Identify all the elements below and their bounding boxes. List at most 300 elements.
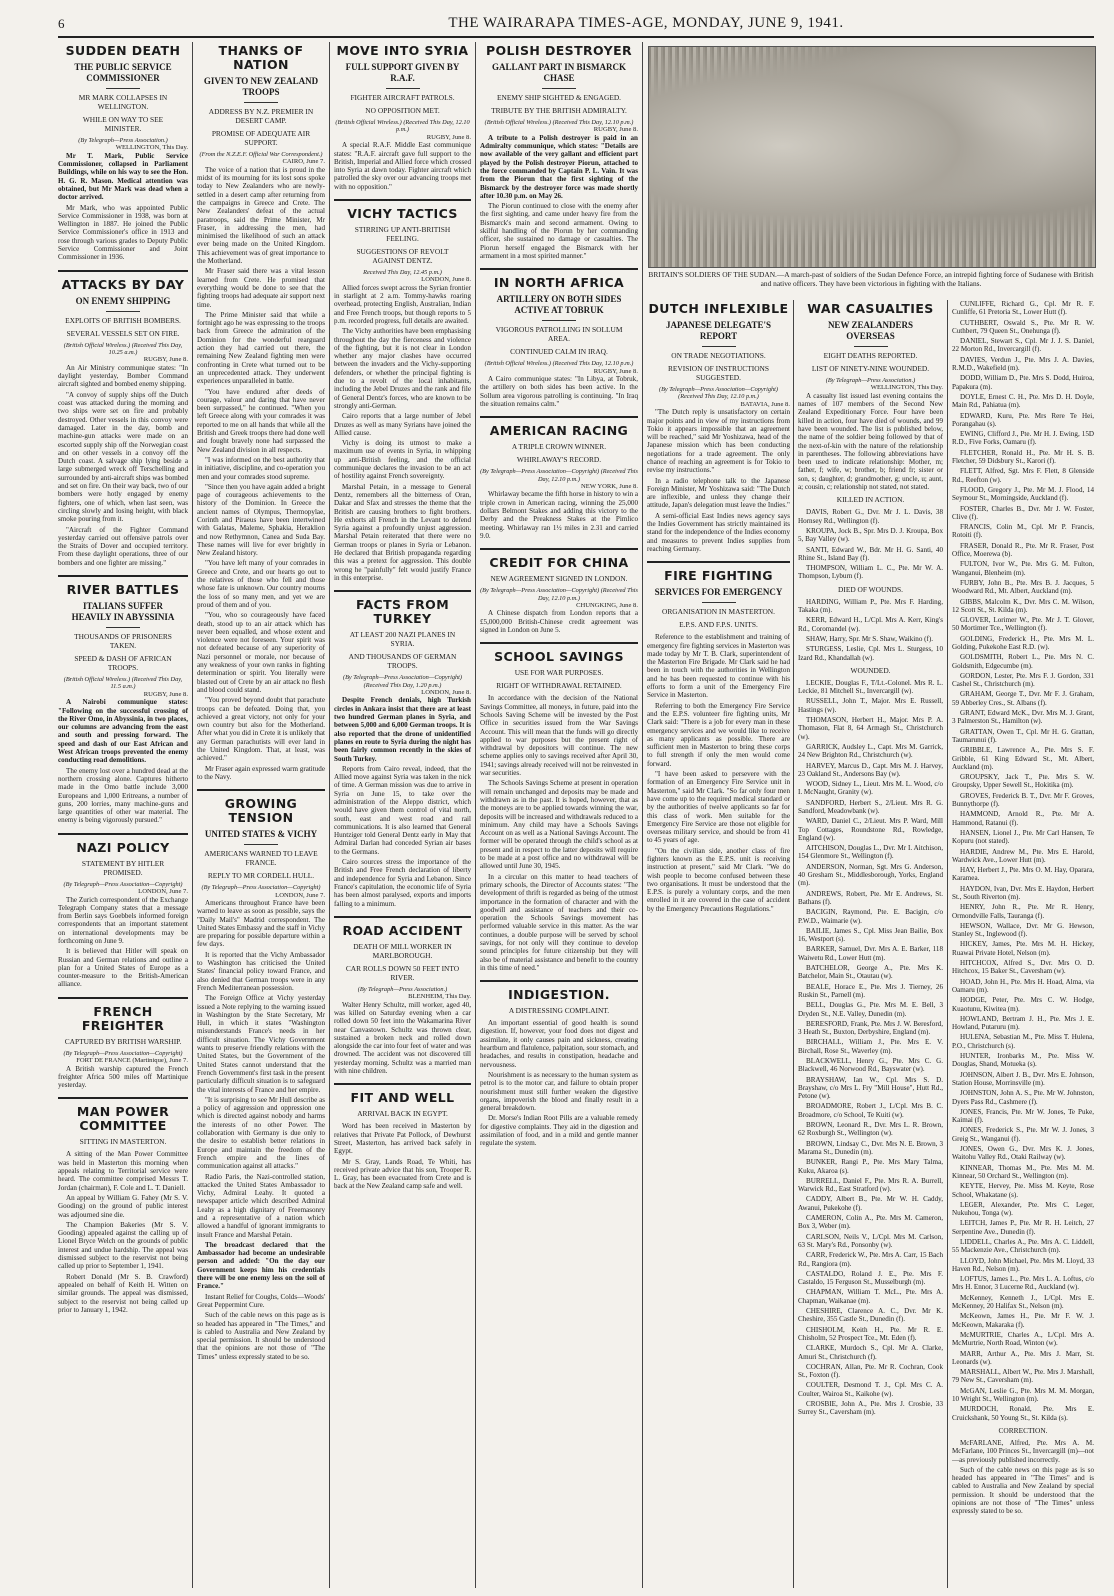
list-item: GRAHAM, George T., Dvr. Mr F. J. Graham, 59 Abberley Cres., St. Albans (f). [952, 690, 1094, 707]
paragraph: The Vichy authorities have been emphasising throughout the day the fierceness and violence of the fighting, but it is not clear in London whether any major clashes have occurred between the invaders and the Vichy-supporting defenders, or whether the principal fighting is due to a revolt of the local inhabitants, including the Jebel Druzes and the rank and file of General Dentz's forces, who are known to be strongly anti-German. [334, 327, 471, 410]
list-item: HOAD, John H., Pte. Mrs H. Hoad, Alma, via Oamaru (m). [952, 977, 1094, 994]
list-item: McKenney, Kenneth J., L/Cpl. Mrs E. McKenney, 20 Halifax St., Nelson (m). [952, 1293, 1094, 1311]
subheading: VIGOROUS PATROLLING IN SOLLUM AREA. [495, 325, 623, 344]
list-item: McGAN, Leslie G., Pte. Mrs M. M. Morgan, 10 Wright St., Wellington (m). [952, 1386, 1094, 1404]
list-item: BRAYSHAW, Ian W., Cpl. Mrs S. D. Brayshaw, c/o Mrs L. Fry "Mill House", Hutt Rd., Petone (w). [798, 1075, 943, 1101]
paragraph: Mr Fraser said there was a vital lesson learned from Crete. He promised that everything would be done to see that the fighting troops had adequate air support next time. [197, 267, 325, 309]
list-item: HAMMOND, Arnold R., Pte. Mr A. Hammond, Ratanui (f). [952, 810, 1094, 827]
column-7 [952, 300, 1094, 1588]
subheading: CAR ROLLS DOWN 50 FEET INTO RIVER. [345, 963, 460, 982]
list-item: FRANCIS, Colin M., Cpl. Mr P. Francis, Rotoiti (f). [952, 523, 1094, 540]
paragraph: "A convoy of supply ships off the Dutch coast was attacked during the morning and two ships were set on fire and probably destroyed. Other vessels in this convoy were damaged. Later in the day, bomb and machine-gun attacks were made on an escorted supply ship off the Norwegian coast and on other vessels in a convoy off the Dutch coast. A salvage ship lying beside a large submerged wreck off Terschelling and surrounded by anti-aircraft ships was bombed and set on fire. On their way back, two of our bombers were hotly engaged by enemy fighters, one of which, when last seen, was circling slowly and losing height, with black smoke pouring from it. [58, 390, 188, 524]
dateline: RUGBY, June 8. [143, 356, 188, 364]
paragraph: "It is surprising to see Mr Hull describe as a policy of aggression and oppression one which is directed against nobody and harms the interests of no other Power. The collaboration with Germany is due only to the desire to establish better relations in Europe and maintain the freedom of the French empire and the lines of communication against all attacks." [197, 1095, 325, 1171]
article-in-north-africa [480, 268, 638, 408]
paragraph: It is believed that Hitler will speak on Russian and German relations and outline a plan for a United States of Europe as a counter-measure to the British-American alliance. [58, 947, 188, 989]
paragraph: An Air Ministry communique states: "In daylight yesterday, Bomber Command aircraft sighted and bombed enemy shipping. [58, 363, 188, 389]
subheading: LIST OF NINETY-NINE WOUNDED. [811, 364, 930, 373]
subheading: NEW AGREEMENT SIGNED IN LONDON. [490, 574, 628, 584]
headline: FIT AND WELL [334, 1083, 471, 1105]
headline: FACTS FROM TURKEY [334, 590, 471, 626]
headline: FRENCH FREIGHTER [58, 997, 188, 1033]
paragraph: Walter Henry Schultz, mill worker, aged 40, was killed on Saturday evening when a car rolled down 50 feet into the Wakamarina River near Canvastown. Schultz was thrown clear, sustained a broken neck and rolled down alongside the car into four feet of water and was drowned. The accident was not discovered till yesterday morning. Schultz was a married man with nine children. [334, 1000, 471, 1076]
credit-line: (By Telegraph—Press Association—Copyright) (Received This Day, 1.20 p.m.) [342, 674, 463, 689]
list-item: MURDOCH, Ronald, Pte. Mrs E. Cruickshank, 50 Young St., St. Kilda (s). [952, 1405, 1094, 1422]
list-item: BARKER, Samuel, Dvr. Mrs A. E. Barker, 118 Waiwetu Rd., Lower Hutt (m). [798, 945, 943, 962]
list-item: KROUPA, Jock B., Spr. Mrs D. J. Kroupa, Box 5, Bay Valley (w). [798, 526, 943, 544]
list-item: DANIEL, Stewart S., Cpl. Mr J. J. S. Daniel, 22 Morton Rd., Invercargill (f). [952, 337, 1094, 354]
list-item: KINNEAR, Thomas M., Pte. Mrs M. M. Kinnear, 50 Orchard St., Wellington (m). [952, 1163, 1094, 1180]
dateline: NEW YORK, June 8. [581, 483, 638, 491]
article-dutch-inflexible [647, 300, 790, 553]
list-item: HODGE, Peter, Pte. Mrs C. W. Hodge, Kuaotunu, Kiwitea (m). [952, 996, 1094, 1013]
list-item: BEALE, Horace E., Pte. Mrs J. Tierney, 26 Ruskin St., Parnell (m). [798, 982, 943, 999]
paragraph: Reports from Cairo reveal, indeed, that the Allied move against Syria was taken in the nick of time. A German mission was due to arrive in Syria on June 15, to take over the administration of the Aleppo district, which would have given them control of vital north, south, east and west road and rail communications. It is also learned that General Huntziger told General Dentz early in May that Admiral Darlan had conceded Syrian air bases to the Germans. [334, 764, 471, 856]
column-rule [192, 42, 193, 1588]
list-item: BLACKWELL, Henry G., Pte. Mrs C. G. Blackwell, 46 Norwood Rd., Bayswater (w). [798, 1057, 943, 1074]
list-item: LECKIE, Douglas F., T/Lt.-Colonel. Mrs R. L. Leckie, 81 Mitchell St., Invercargill (w). [798, 678, 943, 696]
paragraph: Mr Mark, who was appointed Public Service Commissioner in 1938, was born at Wellington in 1887. He joined the Public Service Commissioner's office in 1913 and rose through various grades to Deputy Public Service Commissioner and Joint Commissioner in 1936. [58, 203, 188, 262]
page-number: 6 [58, 16, 65, 31]
article-thanks-of-nation [197, 42, 325, 781]
article-indigestion [480, 980, 638, 1147]
paragraph: In a circular on this matter to head teachers of primary schools, the Director of Accounts states: "The development of thrift is regarded as being of the utmost importance in the formation of character and with the goodwill and assistance of teachers and their co-operation the Schools Savings movement has performed valuable service in this matter. As the war continues, a double purpose will be served by school savings, for not only will they continue to develop sound principles for future citizenship but they will also be of material assistance and benefit to the country in this time of need." [480, 872, 638, 972]
dateline: RUGBY, June 8. [143, 690, 188, 698]
dateline: WELLINGTON, This Day. [115, 144, 188, 152]
paragraph: Referring to both the Emergency Fire Service and the E.P.S. volunteer fire fighting units, Mr Clark said: "There is a job for every man in these emergency services and we would like to receive as many applicants as possible. There are sufficient men in Masterton to bring these corps to full strength if only the men would come forward. [647, 701, 790, 768]
list-item: CADDY, Albert B., Pte. Mr W. H. Caddy, Awanui, Pukekohe (f). [798, 1195, 943, 1212]
paragraph: "You have endured after deeds of courage, valour and daring that have never been surpassed," he continued. "When you left Greece along with your comrades it was reported to me on all hands that while all the British and Greek troops there had done well and fought bravely none had surpassed the New Zealand division in all respects. [197, 387, 325, 454]
subheading: WHILE ON WAY TO SEE MINISTER. [82, 115, 164, 133]
paragraph: "You proved beyond doubt that parachute troops can be defeated. Doing that, you achieved a great victory, not only for your own country but also for the Motherland. After what you did in Crete it is unlikely that any German parachutists will ever land in the United Kingdom. That, at least, was achieved." [197, 696, 325, 763]
paragraph: A Cairo communique states: "In Libya, at Tobruk, the artillery on both sides has been active. In the Sollum area vigorous patrolling is continuing. "In Iraq the situation remains calm." [480, 375, 638, 408]
list-item: HARVEY, Marcus D., Capt. Mrs M. J. Harvey, 23 Oakland St., Andersons Bay (w). [798, 761, 943, 778]
paragraph: Despite French denials, high Turkish circles in Ankara insist that there are at least two hundred German planes in Syria, and between 5,000 and 6,000 German troops. It is also reported that the drone of unidentified planes en route to Syria during the night has been fairly common recently in the skies of South Turkey. [334, 696, 471, 763]
subheading: CAPTURED BY BRITISH WARSHIP. [64, 1036, 182, 1046]
footnote: Such of the cable news on this page as is so headed has appeared in "The Times," and is cabled to Australia and New Zealand by special permission. It should be understood that the opinions are not those of "The Times" unless expressly stated to be so. [197, 1311, 325, 1361]
list-item: FURBY, John B., Pte. Mrs B. J. Jacques, 5 Woodward Rd., Mt. Albert, Auckland (m). [952, 578, 1094, 596]
paragraph: The enemy lost over a hundred dead at the northern crossing alone. Captures hitherto made in the Omo battle include 3,000 Europeans and 1,000 Eritreans, a number of guns, 200 lorries, many machine-guns and large quantities of other war material. The enemy is being vigorously pursued." [58, 766, 188, 825]
subheading: USE FOR WAR PURPOSES. [514, 668, 604, 678]
article-river-battles [58, 575, 188, 825]
credit-line: (By Telegraph—Press Association.) [357, 985, 448, 993]
headline: POLISH DESTROYER [485, 43, 633, 58]
subheading: NO OPPOSITION MET. [365, 106, 440, 115]
divider [244, 844, 278, 845]
paragraph: Nourishment is as necessary to the human system as petrol is to the motor car, and failure to obtain proper nourishment must still further weaken the digestive organs, impoverish the blood and finally result in a general breakdown. [480, 1070, 638, 1113]
credit-line: (By Telegraph—Press Association—Copyright) [63, 880, 183, 888]
list-item: JOHNSTON, John A. S., Pte. Mr W. Johnston, Dyers Pass Rd., Cashmere (f). [952, 1089, 1094, 1106]
headline: VICHY TACTICS [334, 199, 471, 221]
subheading: STIRRING UP ANTI-BRITISH FEELING. [354, 225, 451, 243]
paragraph: The Schools Savings Scheme at present in operation will remain unchanged and deposits may be made and withdrawn as in the past. It is hoped, however, that as the moneys are to be applied towards winning the war, deposits will be increased and withdrawals reduced to a minimum. Any child may have a Schools Savings Account on as well as a National Savings Account. The former will be operated through the child's school as at present and in respect to the latter deposits will require to be made at a post office and no withdrawal will be allowed until June 30, 1945. [480, 779, 638, 871]
column-rule [947, 300, 948, 1588]
paragraph: Radio Paris, the Nazi-controlled station, attacked the United States Ambassador to Vichy, Admiral Leahy. It quoted a newspaper article which described Admiral Leahy as a high dignitary of Freemasonry and a representative of a nation which allowed a handful of ignorant immigrants to insult France and Marshal Petain. [197, 1172, 325, 1239]
paragraph: Dr. Morse's Indian Root Pills are a valuable remedy for digestive complaints. They aid in the digestion and assimilation of food, and in a mild and gentle manner regulate the system. [480, 1114, 638, 1148]
list-item: GROVES, Frederick B. T., Dvr. Mr F. Groves, Bunnythorpe (f). [952, 791, 1094, 809]
dateline: RUGBY, June 8. [426, 133, 471, 141]
subheading: TRIBUTE BY THE BRITISH ADMIRALTY. [491, 106, 627, 115]
credit-line: (British Official Wireless.) (Received This Day, 12.10 p.m.) [484, 360, 634, 368]
list-item: HOWLAND, Bertram J. H., Pte. Mrs J. E. Howland, Putaruru (m). [952, 1014, 1094, 1032]
divider [106, 627, 140, 628]
list-item: GRANT, Edward McK., Dvr. Mrs M. J. Grant, 3 Palmerston St., Hamilton (w). [952, 709, 1094, 726]
list-item: KEYTE, Hervey, Pte. Miss M. Keyte, Rose School, Whakatane (s). [952, 1182, 1094, 1199]
dateline: RUGBY, June 8. [593, 367, 638, 375]
list-item: FLETCHER, Ronald H., Pte. Mr H. S. B. Fletcher, 59 Didsbury St., Karori (f). [952, 448, 1094, 466]
paragraph: It is reported that the Vichy Ambassador to Washington has criticised the United States' financial policy toward France, and also denied that German troops were in any French Mediterranean possession. [197, 950, 325, 992]
column-rule [329, 42, 330, 1588]
subheading: RIGHT OF WITHDRAWAL RETAINED. [496, 681, 622, 691]
list-item: HAYDON, Ivan, Dvr. Mrs E. Haydon, Herbert St., South Riverton (m). [952, 884, 1094, 901]
list-item: LEITCH, James P., Pte. Mr R. H. Leitch, 27 Serpentine Ave., Dunedin (f). [952, 1219, 1094, 1236]
list-item: FLOOD, Gregory J., Pte. Mr M. J. Flood, 14 Seymour St., Morningside, Auckland (f). [952, 485, 1094, 503]
list-item: CHISHOLM, Keith H., Pte. Mr R. E. Chisholm, 52 Prospect Tce., Mt. Eden (f). [798, 1325, 943, 1342]
dateline: LONDON, June 8. [421, 276, 471, 284]
subheading: WHIRLAWAY'S RECORD. [516, 455, 602, 465]
dateline: LONDON, June 7. [138, 888, 188, 896]
headline: SUDDEN DEATH [65, 43, 181, 58]
article-sudden-death [58, 42, 188, 262]
list-item: HULENA, Sebastian M., Pte. Miss T. Hulena, P.O., Christchurch (s). [952, 1033, 1094, 1050]
subheading: ENEMY SHIP SIGHTED & ENGAGED. [496, 93, 622, 102]
column-6 [798, 300, 943, 1588]
subheading: SITTING IN MASTERTON. [79, 1137, 167, 1147]
list-item: BROADMORE, Robert J., L/Cpl. Mrs B. C. Broadmore, c/o School, Te Kuiti (w). [798, 1102, 943, 1119]
column-3 [334, 42, 471, 1588]
paragraph: Mr T. Mark, Public Service Commissioner, collapsed in Parliament Buildings, while on his way to see the Hon. H. G. R. Mason. Medical attention was obtained, but Mr Mark was dead when a doctor arrived. [58, 151, 188, 202]
list-item: GOLDSMITH, Robert L., Pte. Mrs N. C. Goldsmith, Edgecumbe (m). [952, 653, 1094, 670]
paragraph: The Piorun continued to close with the enemy after the first sighting, and came under heavy fire from the Bismarck's main and second armament. Owing to skilful handling of the Piorun by her commanding officer, she sustained no damage or casualties. The Piorun herself engaged the Bismarck with her armament in a most spirited manner." [480, 202, 638, 260]
list-item: HANSEN, Lionel J., Pte. Mr Carl Hansen, Te Kopuru (not stated). [952, 828, 1094, 846]
article-war-casualties [798, 300, 943, 1417]
list-item: GARRICK, Audsley L., Capt. Mrs M. Garrick, 24 New Brighton Rd., Christchurch (w). [798, 742, 943, 760]
list-item: SANTI, Edward W., Bdr. Mr H. G. Santi, 40 Rhine St., Island Bay (f). [798, 545, 943, 562]
headline: IN NORTH AFRICA [480, 268, 638, 290]
list-item: FRASER, Donald R., Pte. Mr R. Fraser, Post Office, Moerewa (b). [952, 541, 1094, 559]
list-item: DODD, William D., Pte. Mrs S. Dodd, Huiroa, Papakura (m). [952, 374, 1094, 391]
column-1 [58, 42, 188, 1588]
paragraph: A sitting of the Man Power Committee was held in Masterton this morning when appeals relating to Territorial service were heard. The committee comprised Messrs T. Jordan (chairman), F. Cole and L. T. Daniell. [58, 1150, 188, 1192]
dateline: CAIRO, June 7. [282, 158, 325, 166]
list-item: BROWN, Leonard R., Dvr. Mrs L. R. Brown, 62 Roxburgh St., Wellington (w). [798, 1121, 943, 1138]
subheading: THE PUBLIC SERVICE COMMISSIONER [74, 62, 172, 83]
list-item: HARDING, William P., Pte. Mrs F. Harding, Takaka (m). [798, 597, 943, 615]
list-item: HUNTER, Ironbarks M., Pte. Miss W. Douglas, Shand, Motueka (s). [952, 1052, 1094, 1069]
divider [702, 346, 736, 347]
paragraph: An important essential of good health is sound digestion. If, however, your food does not digest and assimilate, it only causes pain and sickness, creating heartburn and flatulence, palpitation, sour stomach, and headaches, and results in constipation, headache and nervousness. [480, 1019, 638, 1069]
list-item: BROWN, Lindsay C., Dvr. Mrs N. E. Brown, 3 Marama St., Dunedin (m). [798, 1139, 943, 1156]
article-french-freighter [58, 997, 188, 1090]
paragraph: Vichy is doing its utmost to make a maximum use of events in Syria, in whipping up anti-British feeling, and the official communique declares the invasion to be an act of hostility against French sovereignty. [334, 439, 471, 481]
list-item: GROUPSKY, Jack T., Pte. Mrs S. W. Groupsky, Upper Sewell St., Hokitika (m). [952, 773, 1094, 790]
subheading: JAPANESE DELEGATE'S REPORT [666, 320, 771, 341]
article-nazi-policy [58, 833, 188, 989]
list-item: CHESHIRE, Clarence A. C., Dvr. Mr K. Cheshire, 355 Castle St., Dunedin (f). [798, 1307, 943, 1324]
subheading: AT LEAST 200 NAZI PLANES IN SYRIA. [349, 630, 456, 649]
paragraph: A special R.A.F. Middle East communique states: "R.A.F. aircraft gave full support to the British, Imperial and Allied force which crossed into Syria at dawn today. Fighter aircraft which patrolled the sky over our advancing troops met with no opposition." [334, 141, 471, 191]
headline: RIVER BATTLES [58, 575, 188, 597]
list-item: GRIBBLE, Lawrence A., Pte. Mrs S. F. Gribble, 61 King Edward St., Mt. Albert, Auckland (m). [952, 746, 1094, 771]
column-4 [480, 42, 638, 1588]
list-item: FOSTER, Charles B., Dvr. Mr J. W. Foster, Clive (f). [952, 504, 1094, 521]
credit-line: (By Telegraph—Press Association—Copyright) (Received This Day, 12.10 p.m.) [658, 386, 779, 401]
subheading: ADDRESS BY N.Z. PREMIER IN DESERT CAMP. [208, 107, 314, 125]
list-item: LIDDELL, Charles A., Pte. Mrs A. C. Liddell, 55 Mackenzie Ave., Christchurch (m). [952, 1237, 1094, 1255]
list-item: SHAW, Harry, Spr. Mr S. Shaw, Waikino (f). [806, 634, 933, 643]
headline: THANKS OF NATION [218, 43, 304, 72]
headline: AMERICAN RACING [480, 416, 638, 438]
credit-line: (By Telegraph—Press Association—Copyright) [63, 1049, 183, 1057]
list-item: LOFTUS, James L., Pte. Mrs L. A. Loftus, c/o Mrs H. Ennor, 3 Lucerne Rd., Auckland (w). [952, 1275, 1094, 1292]
subheading: ON TRADE NEGOTIATIONS. [671, 351, 766, 360]
subheading: THOUSANDS OF PRISONERS TAKEN. [74, 632, 172, 651]
list-item: BUNKER, Rangi P., Pte. Mrs Mary Talma, Kuku, Akaroa (s). [798, 1158, 943, 1175]
subheading: STATEMENT BY HITLER PROMISED. [81, 858, 165, 877]
list-item: LLOYD, John Michael, Pte. Mrs M. Lloyd, 33 Haven Rd., Nelson (m). [952, 1256, 1094, 1273]
list-item: CLARKE, Murdoch S., Cpl. Mr A. Clarke, Amuri St., Christchurch (f). [798, 1344, 943, 1361]
subheading: FIGHTER AIRCRAFT PATROLS. [350, 93, 455, 102]
paragraph: "I have been asked to persevere with the formation of an Emergency Fire Service unit in Masterton," said Mr Clark. "So far only four men have come up to the required medical standard or by the authorities of twelve applicants so far for this class of work. Men suitable for the Emergency Fire Service are those not eligible for overseas military service, and should be from 41 to 45 years of age. [647, 770, 790, 845]
paragraph: A tribute to a Polish destroyer is paid in an Admiralty communique, which states: "Details are now available of the very gallant and efficient part played by the Polish destroyer Piorun, attached to the force commanded by Captain P. L. Vain. It was from the Piorun that the first sighting of the Bismarck by the destroyer force was made shortly after 10.30 p.m. on May 26. [480, 133, 638, 200]
list-item: ANDREWS, Robert, Pte. Mr E. Andrews, St. Bathans (f). [798, 889, 943, 906]
paragraph: "You have left many of your comrades in Greece and Crete, and our hearts go out to the relatives of those who fell and those whose fate is unknown. Our country mourns the loss of so many men, and yet we are proud of them and of you. [197, 559, 325, 609]
list-item: GLOVER, Lorimer W., Pte. Mr J. T. Glover, 50 Mortimer Tce., Wellington (f). [952, 616, 1094, 633]
list-item: CASTALDO, Roland J. E., Pte. Mrs F. Castaldo, 15 Ferguson St., Musselburgh (m). [798, 1269, 943, 1287]
footnote: Such of the cable news on this page as is so headed has appeared in "The Times" and is cabled to Australia and New Zealand by special permission. It should be understood that the opinions are not those of "The Times" unless expressly stated to be so. [952, 1465, 1094, 1516]
subheading: A TRIPLE CROWN WINNER. [511, 442, 607, 452]
list-item: COULTER, Desmond T. J., Cpl. Mrs C. A. Coulter, Wairoa St., Kaikohe (w). [798, 1381, 943, 1398]
divider [854, 346, 888, 347]
list-item: GIBBS, Malcolm K., Dvr. Mrs C. M. Wilson, 12 Scott St., St. Kilda (m). [952, 597, 1094, 614]
paragraph: Whirlaway became the fifth horse in history to win a triple crown in American racing, winning the 25,000 dollars Belmont Stakes and adding this victory to the Derby and the Preakness Stakes at the Pimlico meeting. Whirlaway ran 1½ miles in 2.31 and carried 9.0. [480, 490, 638, 540]
subheading: CONTINUED CALM IN IRAQ. [510, 347, 608, 357]
paragraph: An appeal by William G. Fahey (Mr S. V. Gooding) on the ground of public interest was adjourned sine die. [58, 1193, 188, 1219]
subheading: A DISTRESSING COMPLAINT. [508, 1006, 610, 1016]
paragraph: In accordance with the decision of the National Savings Committee, all moneys, in future, paid into the Schools Saving Scheme will be invested by the Post Office in securities issued from the War Savings Account. This will mean that the funds will go directly applied to war purposes but the present right of withdrawal by depositors will continue. The new scheme applies only to savings received after April 30, 1941; savings already received will not be reinvested in war securities. [480, 694, 638, 778]
paragraph: "Since then you have again added a bright page of courageous achievements to the history of the Dominion. In Greece the ancient names of Olympus, Thermopylae, Corinth and Piraeus have been intertwined with Galatas, Maleme, Sphakia, Heraklion and now Rethymnon, Canea and Suda Bay. These names will live for ever brightly in New Zealand history. [197, 482, 325, 558]
subheading: ARTILLERY ON BOTH SIDES ACTIVE AT TOBRUK [496, 294, 622, 316]
paragraph: "On the civilian side, another class of fire fighters known as the E.P.S. unit is receiving instruction at present," said Mr Clark. "We do wish people to become confused between these two organisations. It must be understood that the E.P.S. is purely a voluntary corps, and the men enrolled in it are covered in the case of accident by the Emergency Precautions Regulations." [647, 846, 790, 913]
article-vichy-tactics [334, 199, 471, 582]
subheading: SERVICES FOR EMERGENCY [654, 587, 783, 598]
divider [106, 88, 140, 89]
list-item: EDWARD, Kuru, Pte. Mrs Rere Te Hei, Porangahau (s). [952, 411, 1094, 428]
subheading: EIGHT DEATHS REPORTED. [823, 351, 918, 360]
casualty-list-continued [952, 300, 1094, 1516]
subheading: REVISION OF INSTRUCTIONS SUGGESTED. [667, 364, 769, 382]
list-item: EWING, Clifford J., Pte. Mr H. J. Ewing, 15D R.D., Five Forks, Oamaru (f). [952, 430, 1094, 447]
list-item: COCHRAN, Allan, Pte. Mr R. Cochran, Cook St., Foxton (f). [798, 1362, 943, 1380]
list-item: SANDFORD, Herbert S., 2/Lieut. Mrs R. G. Sandford, Meadowbank (w). [798, 798, 943, 815]
article-attacks-by-day [58, 270, 188, 567]
divider [386, 88, 420, 89]
article-american-racing [480, 416, 638, 540]
dateline: CHUNGKING, June 8. [576, 602, 638, 610]
photo-caption: BRITAIN'S SOLDIERS OF THE SUDAN.—A march-past of soldiers of the Sudan Defence Force, an intrepid fighting force of Sudanese with British and native officers. They have been victorious in fighting with the Italians. [648, 270, 1094, 288]
list-item: THOMPSON, William L. C., Pte. Mr W. A. Thompson, Lyburn (f). [798, 564, 943, 581]
headline: GROWING TENSION [197, 789, 325, 825]
credit-line: (By Telegraph—Press Association—Copyright) [201, 884, 321, 892]
subheading: GALLANT PART IN BISMARCK CHASE [492, 62, 626, 83]
headline: WAR CASUALTIES [807, 301, 934, 316]
paragraph: The Foreign Office at Vichy yesterday issued a Note replying to the warning issued in Washington by the State Secretary, Mr Hull, in which it states "Washington misunderstands France's needs in her difficult situation. The Vichy Government wants to preserve friendly relations with the United States, but the Government of the United States cannot understand that the French Government's first task in the present particularly difficult situation is to safeguard the vital interests of France and her empire. [197, 994, 325, 1094]
list-item: BELL, Douglas G., Pte. Mrs M. E. Bell, 3 Dryden St., N.E. Valley, Dunedin (m). [798, 1001, 943, 1018]
list-item: FULTON, Ivor W., Pte. Mrs G. M. Fulton, Wanganui, Blenheim (m). [952, 560, 1094, 577]
list-item: BATCHELOR, George A., Pte. Mrs K. Batchelor, Main St., Otautau (w). [798, 964, 943, 981]
credit-line: (British Official Wireless.) (Received This Day, 12.10 p.m.) [484, 119, 634, 126]
subheading: AMERICANS WARNED TO LEAVE FRANCE. [204, 849, 318, 868]
list-item: GOLDING, Frederick H., Pte. Mrs M. L. Golding, Pukekohe East R.D. (w). [952, 634, 1094, 651]
credit-line: (By Telegraph—Press Association.) [825, 377, 916, 384]
list-item: JONES, Frederick S., Pte. Mr W. J. Jones, 3 Greig St., Wanganui (f). [952, 1126, 1094, 1143]
article-road-accident [334, 916, 471, 1075]
dateline: LONDON, June 8. [421, 689, 471, 697]
list-item: LEGER, Alexander, Pte. Mrs C. Leger, Nukuhou, Tonga (w). [952, 1200, 1094, 1218]
dateline: BLENHEIM, This Day. [408, 993, 471, 1001]
paragraph: A semi-official East Indies news agency says the Indies Government has strictly maintained its stand for the independence of the Indies economy and measures to prevent Indies supplies from reaching Germany. [647, 511, 790, 553]
correction-heading: CORRECTION. [998, 1425, 1048, 1435]
list-item: GORDON, Lester, Pte. Mrs F. J. Gordon, 331 Cashel St., Christchurch (m). [952, 671, 1094, 689]
masthead [58, 14, 1094, 38]
list-item: HICKEY, James, Pte. Mrs M. H. Hickey, Ruawai Private Hotel, Nelson (m). [952, 940, 1094, 957]
dateline: BATAVIA, June 8. [740, 400, 790, 408]
subheading: UNITED STATES & VICHY [204, 829, 318, 840]
article-facts-from-turkey [334, 590, 471, 908]
list-item: HAY, Herbert J., Pte. Mrs O. M. Hay, Oparara, Karamea. [952, 866, 1094, 883]
list-item: HEWSON, Wallace, Dvr. Mr G. Hewson, Stanley St., Inglewood (f). [952, 921, 1094, 939]
list-item: CROSBIE, John A., Pte. Mrs J. Crosbie, 33 Surrey St., Caversham (m). [798, 1399, 943, 1417]
article-fire-fighting [647, 561, 790, 913]
list-item: JONES, Francis, Pte. Mr W. Jones, Te Puke, Kaimai (f). [952, 1107, 1094, 1125]
sudan-soldiers-photo [648, 46, 1096, 268]
list-item: CARR, Frederick W., Pte. Mrs A. Carr, 15 Bach Rd., Rangiora (m). [798, 1251, 943, 1268]
credit-line: (From the N.Z.E.F. Official War Correspondent.) [199, 151, 323, 158]
subheading: ORGANISATION IN MASTERTON. [662, 607, 775, 617]
list-item: WARD, Daniel C., 2/Lieut. Mrs P. Ward, Mill Top Cottages, Roundstone Rd., Rowledge, England (w). [798, 817, 943, 842]
list-item: GRATTAN, Owen T., Cpl. Mr H. G. Grattan, Taumarunui (f). [952, 727, 1094, 744]
paragraph: Marshal Petain, in a message to General Dentz, remembers all the bitterness of Oran, Dakar and Sfax and stresses the theme that the British are causing brothers to fight brothers. He exhorts all French in the Levant to defend Syria against a profoundly unjust aggression. Marshal Petain reiterated that there were no German troops or planes in Syria or Lebanon. He declared that British propaganda regarding this was a pretext for aggression. This double wrong he "painfully" felt would justify France in this enterprise. [334, 482, 471, 582]
list-item: CUNLIFFE, Richard G., Cpl. Mr R. F. Cunliffe, 61 Pretoria St., Lower Hutt (f). [952, 300, 1094, 317]
headline: CREDIT FOR CHINA [480, 548, 638, 570]
paragraph: The Zurich correspondent of the Exchange Telegraph Company states that a message from Berlin says Goebbels informed foreign correspondents that an important statement on international developments may be forthcoming on June 9. [58, 895, 188, 945]
divider [106, 311, 140, 312]
credit-line: (British Official Wireless.) (Received This Day, 10.25 a.m.) [63, 341, 183, 357]
article-fit-and-well [334, 1083, 471, 1190]
list-item: ANDERSON, Norman, Sgt. Mrs G. Anderson, 40 Gresham St., Middlesborough, Yorks, England (m). [798, 862, 943, 888]
subheading: SEVERAL VESSELS SET ON FIRE. [66, 328, 180, 338]
paragraph: "You, who so courageously have faced death, stood up to an air attack which has never been equalled, and whose extent and violence were not foreseen. Your spirit was not defeated because of any superiority of Nazi personnel or morale, nor because of any weakness of your own ranks in fighting determination or spirit. You literally were blasted out of Crete by an air attack no flesh and blood could stand. [197, 611, 325, 694]
list-item: DAVIS, Robert G., Dvr. Mr J. L. Davis, 38 Hornsey Rd., Wellington (f). [798, 508, 943, 525]
subheading: REPLY TO MR CORDELL HULL. [207, 871, 315, 881]
list-item: THOMASON, Herbert H., Major. Mrs P. A. Thomason, Flat 8, 64 Armagh St., Christchurch (w). [798, 716, 943, 741]
list-item: McMURTRIE, Charles A., L/Cpl. Mrs A. McMurtrie, North Road, Winton (w). [952, 1330, 1094, 1348]
paragraph: "The Dutch reply is unsatisfactory on certain major points and in view of my instructions from Tokio it appears impossible that an agreement will be reached," said Mr Yoshizawa, head of the Japanese mission which has been conducting negotiations for a trade agreement. The only chance of reaching an agreement is for Tokio to revise my instructions." [647, 408, 790, 475]
article-credit-for-china [480, 548, 638, 634]
list-item: BAILIE, James S., Cpl. Miss Jean Bailie, Box 16, Westport (s). [798, 926, 943, 944]
paragraph: A casualty list issued last evening contains the names of 107 members of the Second New Zealand Expeditionary Force. Four have been killed in action, four have died of wounds, and 99 have been wounded. The list is published below, the name of the soldier being followed by that of the next-of-kin with the nature of the relationship in parentheses. The following abbreviations have been used to indicate relationship: Mother, m; father, f; wife, w; brother, b; friend fr; sister or son, s; daughter, d; grandmother, g; uncle, u; aunt, a; cousin, c; relationship not stated, not stated. [798, 391, 943, 492]
list-item: KERR, Edward H., L/Cpl. Mrs A. Kerr, King's Rd., Coromandel (w). [798, 616, 943, 633]
article-polish-destroyer [480, 42, 638, 260]
divider [542, 320, 576, 321]
paragraph: Reference to the establishment and training of emergency fire fighting services in Masterton was made today by Mr T. B. Clark, superintendent of the Masterton Fire Brigade. Mr Clark said he had been in touch with the authorities in Wellington and he has been requested to continue with his efforts to form a unit of the Emergency Fire Service in Masterton. [647, 633, 790, 700]
list-item: RUSSELL, John T., Major. Mrs E. Russell, Hastings (w). [798, 697, 943, 714]
divider [702, 602, 736, 603]
list-item: CUTHBERT, Oswald S., Pte. Mr R. W. Cuthbert, 79 Queen St., Onehunga (f). [952, 318, 1094, 335]
subheading: ITALIANS SUFFER HEAVILY IN ABYSSINIA [71, 601, 175, 623]
list-item: FLETT, Alfred, Sgt. Mrs F. Flett, 8 Glenside Rd., Reefton (w). [952, 467, 1094, 484]
subheading: PROMISE OF ADEQUATE AIR SUPPORT. [211, 129, 311, 147]
dateline: RUGBY, June 8. [593, 126, 638, 134]
paragraph: Word has been received in Masterton by relatives that Private Pat Pollock, of Dewhurst Street, Masterton, has arrived back safely in Egypt. [334, 1122, 471, 1156]
subheading: SUGGESTIONS OF REVOLT AGAINST DENTZ. [356, 247, 449, 265]
subheading: SPEED & DASH OF AFRICAN TROOPS. [74, 654, 172, 673]
paragraph: The voice of a nation that is proud in the midst of its mourning for its lost sons spoke today to New Zealanders who are newly-settled in a desert camp after returning from the campaigns in Greece and Crete. The New Zealanders' defeat of the actual paratroops, said the Prime Minister, Mr Fraser, in addressing the men, had minimised the likelihood of such an attack ever being made on the United Kingdom. This achievement was of great importance to the Motherland. [197, 165, 325, 266]
list-item: HARDIE, Andrew M., Pte. Mrs E. Harold, Wardwick Ave., Lower Hutt (m). [952, 847, 1094, 864]
article-move-into-syria [334, 42, 471, 191]
list-item: HITCHCOX, Alfred S., Dvr. Mrs O. D. Hitchcox, 15 Baker St., Caversham (w). [952, 959, 1094, 976]
article-growing-tension [197, 789, 325, 1361]
subheading: MR MARK COLLAPSES IN WELLINGTON. [78, 93, 168, 111]
paragraph: A Chinese dispatch from London reports that a £5,000,000 British-Chinese credit agreement was signed in London on June 5. [480, 609, 638, 635]
list-item: BERESFORD, Frank, Pte. Mrs J. W. Beresford, 3 Heath St., Buxton, Derbyshire, England (m). [798, 1019, 943, 1037]
list-item: BURRELL, Daniel F., Pte. Mrs R. A. Burrell, Warwick Rd., East Stratford (w). [798, 1176, 943, 1194]
paragraph: Cairo sources stress the importance of the British and Free French declaration of liberty and independence for Syria and Lebanon. Since France's capitulation, the economic life of Syria has been almost paralysed, exports and imports falling to a minimum. [334, 858, 471, 908]
headline: MAN POWER COMMITTEE [58, 1097, 188, 1133]
list-item: JONES, Owen G., Dvr. Mrs K. J. Jones, Waitohu Valley Rd., Otaki Railway (w). [952, 1145, 1094, 1162]
headline: MOVE INTO SYRIA [336, 43, 469, 58]
headline: DUTCH INFLEXIBLE [648, 301, 789, 316]
column-rule [475, 42, 476, 1588]
headline: SCHOOL SAVINGS [480, 642, 638, 664]
list-item: HENRY, John R., Pte. Mr R. Henry, Ormondville Falls, Tauranga (f). [952, 903, 1094, 920]
list-subheading: WOUNDED. [850, 665, 891, 675]
headline: NAZI POLICY [58, 833, 188, 855]
subheading: EXPLOITS OF BRITISH BOMBERS. [65, 315, 181, 325]
list-item: AITCHISON, Douglas L., Dvr. Mr I. Aitchison, 154 Glenmore St., Wellington (f). [798, 844, 943, 861]
paragraph: "I was informed on the best authority that in initiative, discipline, and co-operation you men and your comrades stood supreme. [197, 455, 325, 481]
subheading: DEATH OF MILL WORKER IN MARLBOROUGH. [353, 941, 452, 960]
list-item: CHAPMAN, William T. McL., Pte. Mrs A. Chapman, Waikanae (m). [798, 1288, 943, 1305]
paragraph: Mr Fraser again expressed warm gratitude to the Navy. [197, 764, 325, 781]
paragraph: Cairo reports that a large number of Jebel Druzes as well as many Syrians have joined the Allied cause. [334, 412, 471, 437]
column-2 [197, 42, 325, 1588]
credit-line: (By Telegraph—Press Association—Copyright) (Received This Day, 12.10 p.m.) [480, 587, 638, 602]
paragraph: The Champion Bakeries (Mr S. V. Gooding) appealed against the calling up of Lionel Bryce Welch on the grounds of public interest and undue hardship. The appeal was dismissed subject to the reservist not being called up prior to September 1, 1941. [58, 1220, 188, 1271]
subheading: E.P.S. AND F.P.S. UNITS. [679, 620, 758, 630]
list-item: BIRCHALL, William J., Pte. Mrs E. V. Birchall, Rose St., Waverley (m). [798, 1038, 943, 1055]
paragraph: Mr S. Gray, Lands Road, Te Whiti, has received private advice that his son, Trooper R. L. Gray, has been evacuated from Crete and is back at the New Zealand camp safe and well. [334, 1157, 471, 1191]
credit-line: (British Official Wireless.) (Received This Day, 12.10 p.m.) [335, 119, 470, 134]
paragraph: A Nairobi communique states: "Following on the successful crossing of the River Omo, in Abyssinia, in two places, our columns are advancing from the east and south and pressing forward. The speed and dash of our East African and West African troops prevented the enemy conducting road demolitions. [58, 698, 188, 765]
credit-line: (By Telegraph—Press Association—Copyright) (Received This Day, 12.10 p.m.) [480, 468, 638, 483]
article-school-savings [480, 642, 638, 972]
list-item: STURGESS, Leslie, Cpl. Mrs L. Sturgess, 10 Izard Rd., Khandallah (w). [798, 645, 943, 662]
paragraph: A British warship captured the French freighter Africa 500 miles off Martinique yesterday. [58, 1064, 188, 1090]
dateline: FORT DE FRANCE (Martinique), June 7. [76, 1057, 188, 1065]
column-rule [793, 300, 794, 1588]
paragraph: Americans throughout France have been warned to leave as soon as possible, says the "Daily Mail's" Madrid correspondent. The United States Embassy and the staff in Vichy are preparing for possible departure within a few days. [197, 899, 325, 949]
paragraph: "Aircraft of the Fighter Command yesterday carried out offensive patrols over the Straits of Dover and occupied territory. From these daylight operations, three of our bombers and one fighter are missing." [58, 525, 188, 567]
headline: FIRE FIGHTING [647, 561, 790, 583]
divider [542, 88, 576, 89]
list-item: DOYLE, Ernest C. H., Pte. Mrs D. H. Doyle, Main Rd., Pahiatua (m). [952, 392, 1094, 410]
subheading: AND THOUSANDS OF GERMAN TROOPS. [348, 652, 457, 671]
subheading: ON ENEMY SHIPPING [75, 295, 171, 306]
newspaper-title: THE WAIRARAPA TIMES-AGE, MONDAY, JUNE 9, 1941. [448, 15, 844, 31]
credit-line: (British Official Wireless.) (Received This Day, 11.5 a.m.) [63, 676, 183, 691]
list-item: JOHNSON, Albert J. B., Dvr. Mrs E. Johnson, Station House, Morrinsville (m). [952, 1070, 1094, 1087]
